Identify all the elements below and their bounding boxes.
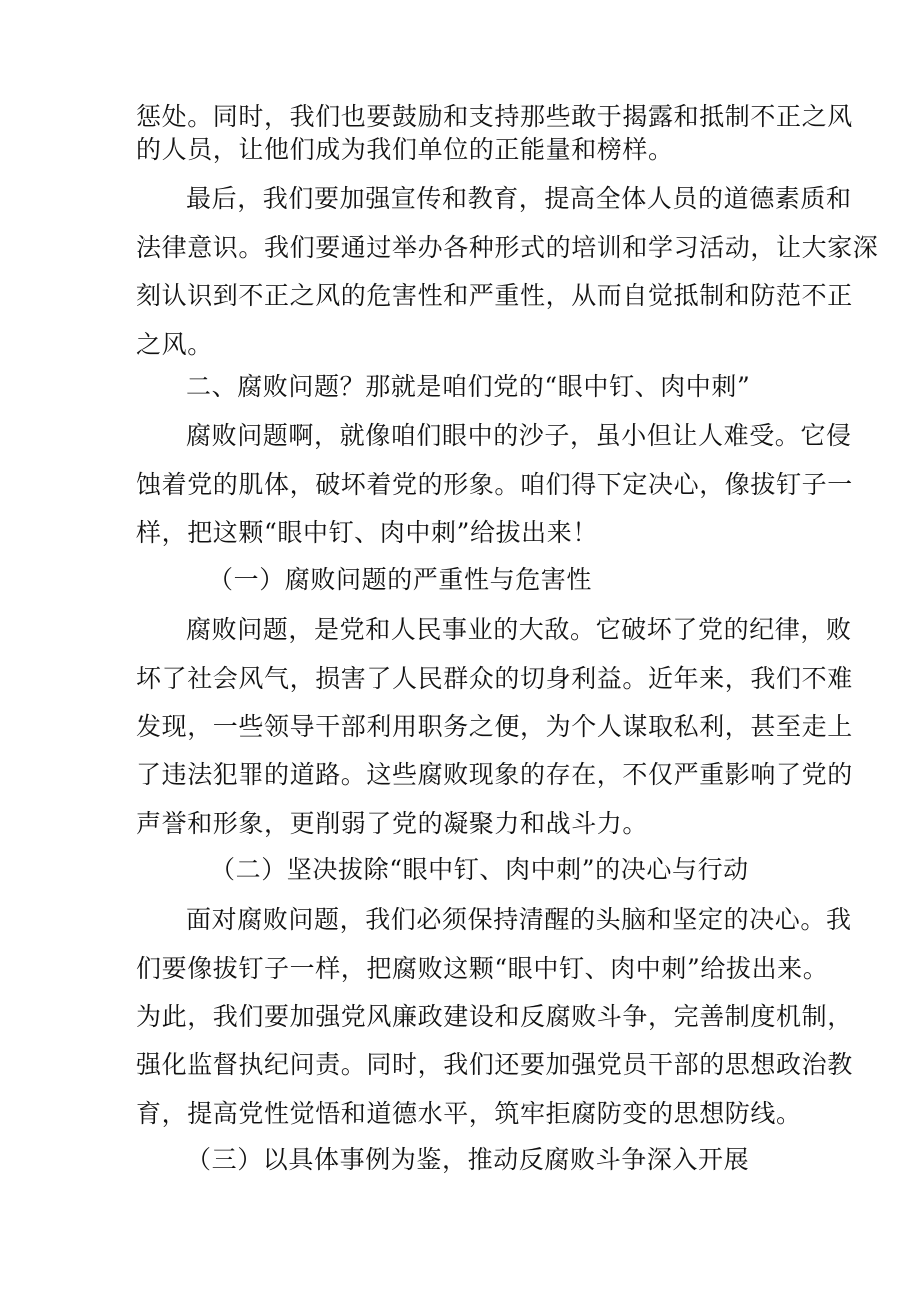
text-line-14: 发现，一些领导干部利用职务之便，为个人谋取私利，甚至走上 bbox=[136, 712, 853, 741]
text-line-1: 惩处。同时，我们也要鼓励和支持那些敢于揭露和抵制不正之风 bbox=[136, 102, 853, 131]
text-line-12: 腐败问题，是党和人民事业的大敌。它破坏了党的纪律，败 bbox=[186, 615, 852, 644]
text-line-19: 们要像拔钉子一样，把腐败这颗“眼中钉、肉中刺”给拔出来。 bbox=[136, 954, 829, 983]
text-line-9: 蚀着党的肌体，破坏着党的形象。咱们得下定决心，像拔钉子一 bbox=[136, 470, 853, 499]
text-line-20: 为此，我们要加强党风廉政建设和反腐败斗争，完善制度机制， bbox=[136, 1002, 853, 1031]
text-line-13: 坏了社会风气，损害了人民群众的切身利益。近年来，我们不难 bbox=[136, 664, 853, 693]
text-line-4: 法律意识。我们要通过举办各种形式的培训和学习活动，让大家深 bbox=[136, 233, 879, 262]
subheading-1: （一）腐败问题的严重性与危害性 bbox=[208, 565, 593, 594]
text-line-15: 了违法犯罪的道路。这些腐败现象的存在，不仅严重影响了党的 bbox=[136, 760, 853, 789]
subheading-3: （三）以具体事例为鉴，推动反腐败斗争深入开展 bbox=[186, 1145, 750, 1174]
section-heading-2: 二、腐败问题？那就是咱们党的“眼中钉、肉中刺” bbox=[186, 372, 751, 401]
subheading-2: （二）坚决拔除“眼中钉、肉中刺”的决心与行动 bbox=[210, 855, 749, 884]
text-line-8: 腐败问题啊，就像咱们眼中的沙子，虽小但让人难受。它侵 bbox=[186, 421, 852, 450]
text-line-16: 声誉和形象，更削弱了党的凝聚力和战斗力。 bbox=[136, 809, 649, 838]
text-line-21: 强化监督执纪问责。同时，我们还要加强党员干部的思想政治教 bbox=[136, 1050, 853, 1079]
text-line-18: 面对腐败问题，我们必须保持清醒的头脑和坚定的决心。我 bbox=[186, 905, 852, 934]
text-line-5: 刻认识到不正之风的危害性和严重性，从而自觉抵制和防范不正 bbox=[136, 281, 853, 310]
text-line-2: 的人员，让他们成为我们单位的正能量和榜样。 bbox=[136, 135, 674, 164]
text-line-6: 之风。 bbox=[136, 330, 213, 359]
text-line-22: 育，提高党性觉悟和道德水平，筑牢拒腐防变的思想防线。 bbox=[136, 1099, 802, 1128]
text-line-3: 最后，我们要加强宣传和教育，提高全体人员的道德素质和 bbox=[186, 184, 852, 213]
text-line-10: 样，把这颗“眼中钉、肉中刺”给拔出来！ bbox=[136, 518, 598, 547]
